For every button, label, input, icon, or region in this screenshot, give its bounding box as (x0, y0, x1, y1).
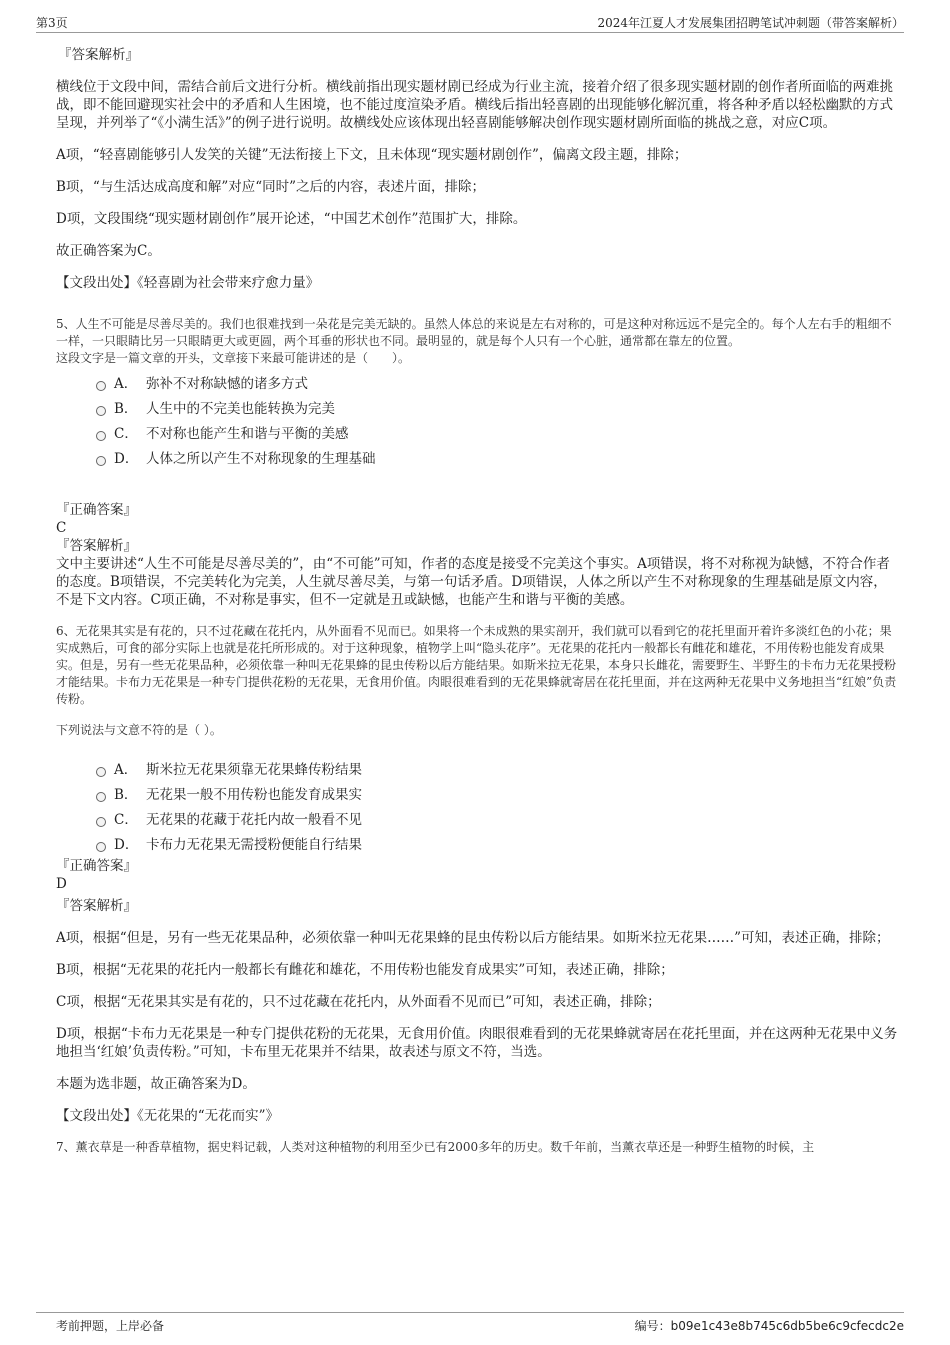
q7-stem: 7、薰衣草是一种香草植物，据史料记载，人类对这种植物的利用至少已有2000多年的历史。数千年前，当薰衣草还是一种野生植物的时候，主 (56, 1140, 815, 1154)
document-title: 2024年江夏人才发展集团招聘笔试冲刺题（带答案解析） (597, 16, 904, 30)
q5-options (96, 371, 898, 471)
q6-source: 【文段出处】《无花果的“无花而实”》 (56, 1108, 280, 1124)
q6-options (96, 757, 898, 857)
page-content (56, 46, 898, 1156)
footer-slogan: 考前押题，上岸必备 (56, 1319, 165, 1333)
q6-option-a-analysis: A项，根据“但是，另有一些无花果品种，必须依靠一种叫无花果蜂的昆虫传粉以后方能结果。如斯米拉无花果……”可知，表述正确，排除； (56, 930, 890, 946)
page-number: 第3页 (36, 16, 68, 30)
q6-option-a[interactable]: A． 斯米拉无花果须靠无花果蜂传粉结果 (96, 757, 898, 782)
q5-stem: 5、人生不可能是尽善尽美的。我们也很难找到一朵花是完美无缺的。虽然人体总的来说是左右对称的，可是这种对称远远不是完全的。每个人左右手的粗细不一样，一只眼睛比另一只眼睛更大或更圆，两个耳垂的形状也不同。最明显的，就是每个人只有一个心脏，通常都在靠左的位置。 (56, 317, 892, 348)
page-footer (36, 1312, 904, 1335)
q6-answer-label: 『正确答案』 (56, 858, 137, 874)
q6-option-d-analysis: D项，根据“卡布力无花果是一种专门提供花粉的无花果，无食用价值。肉眼很难看到的无花果蜂就寄居在花托里面，并在这两种无花果中义务地担当‘红娘’负责传粉。”可知，卡布里无花果并不结果，故表述与原文不符，当选。 (56, 1026, 898, 1060)
q5-option-d[interactable]: D． 人体之所以产生不对称现象的生理基础 (96, 446, 898, 471)
q5-answer-label: 『正确答案』 (56, 502, 137, 518)
q6-question: 下列说法与文意不符的是（ ）。 (56, 723, 222, 737)
q4-option-b-analysis: B项，“与生活达成高度和解”对应“同时”之后的内容，表述片面，排除； (56, 179, 486, 195)
q4-source: 【文段出处】《轻喜剧为社会带来疗愈力量》 (56, 275, 320, 291)
q4-analysis-label: 『答案解析』 (58, 47, 139, 63)
q6-option-b-analysis: B项，根据“无花果的花托内一般都长有雌花和雄花，不用传粉也能发育成果实”可知，表述正确，排除； (56, 962, 674, 978)
radio-icon[interactable] (96, 817, 106, 827)
q5-analysis-label: 『答案解析』 (56, 538, 137, 554)
radio-icon[interactable] (96, 431, 106, 441)
document-code: 编号：b09e1c43e8b745c6db5be6c9cfecdc2e (634, 1319, 904, 1333)
q4-option-d-analysis: D项，文段围绕“现实题材剧创作”展开论述，“中国艺术创作”范围扩大，排除。 (56, 211, 527, 227)
radio-icon[interactable] (96, 792, 106, 802)
q6-option-c[interactable]: C． 无花果的花藏于花托内故一般看不见 (96, 807, 898, 832)
radio-icon[interactable] (96, 767, 106, 777)
q5-option-a[interactable]: A． 弥补不对称缺憾的诸多方式 (96, 371, 898, 396)
q6-analysis-label: 『答案解析』 (56, 898, 137, 914)
radio-icon[interactable] (96, 406, 106, 416)
radio-icon[interactable] (96, 381, 106, 391)
q4-option-a-analysis: A项，“轻喜剧能够引人发笑的关键”无法衔接上下文，且未体现“现实题材剧创作”，偏离文段主题，排除； (56, 147, 688, 163)
q6-option-d[interactable]: D． 卡布力无花果无需授粉便能自行结果 (96, 832, 898, 857)
q6-option-b[interactable]: B． 无花果一般不用传粉也能发育成果实 (96, 782, 898, 807)
q4-conclusion: 故正确答案为C。 (56, 243, 161, 259)
q6-stem: 6、无花果其实是有花的，只不过花藏在花托内，从外面看不见而已。如果将一个未成熟的果实剖开，我们就可以看到它的花托里面开着许多淡红色的小花；果实成熟后，可食的部分实际上也就是花托所形成的。对于这种现象，植物学上叫“隐头花序”。无花果的花托内一般都长有雌花和雄花，不用传粉也能发育成果实。但是，另有一些无花果品种，必须依靠一种叫无花果蜂的昆虫传粉以后方能结果。如斯米拉无花果，本身只长雌花，需要野生、半野生的卡布力无花果授粉才能结果。卡布力无花果是一种专门提供花粉的无花果，无食用价值。肉眼很难看到的无花果蜂就寄居在花托里面，并在这两种无花果中义务地担当“红娘”负责传粉。 (56, 624, 897, 706)
q5-question: 这段文字是一篇文章的开头，文章接下来最可能讲述的是（ ）。 (56, 351, 411, 365)
page-header (36, 10, 904, 33)
q5-option-c[interactable]: C． 不对称也能产生和谐与平衡的美感 (96, 421, 898, 446)
q5-answer: C (56, 520, 67, 536)
radio-icon[interactable] (96, 842, 106, 852)
radio-icon[interactable] (96, 456, 106, 466)
q6-option-c-analysis: C项，根据“无花果其实是有花的，只不过花藏在花托内，从外面看不见而已”可知，表述正确，排除； (56, 994, 661, 1010)
q4-analysis: 横线位于文段中间，需结合前后文进行分析。横线前指出现实题材剧已经成为行业主流，接着介绍了很多现实题材剧的创作者所面临的两难挑战，即不能回避现实社会中的矛盾和人生困境，也不能过度渲染矛盾。横线后指出轻喜剧的出现能够化解沉重，将各种矛盾以轻松幽默的方式呈现，并列举了“《小满生活》”的例子进行说明。故横线处应该体现出轻喜剧能够解决创作现实题材剧所面临的挑战之意，对应C项。 (56, 79, 893, 131)
q6-conclusion: 本题为选非题，故正确答案为D。 (56, 1076, 256, 1092)
q5-option-b[interactable]: B． 人生中的不完美也能转换为完美 (96, 396, 898, 421)
q6-answer: D (56, 876, 67, 892)
q5-analysis: 文中主要讲述“人生不可能是尽善尽美的”，由“不可能”可知，作者的态度是接受不完美这个事实。A项错误，将不对称视为缺憾，不符合作者的态度。B项错误，不完美转化为完美，人生就尽善尽美，与第一句话矛盾。D项错误，人体之所以产生不对称现象的生理基础是原文内容，不是下文内容。C项正确，不对称是事实，但不一定就是丑或缺憾，也能产生和谐与平衡的美感。 (56, 556, 890, 608)
